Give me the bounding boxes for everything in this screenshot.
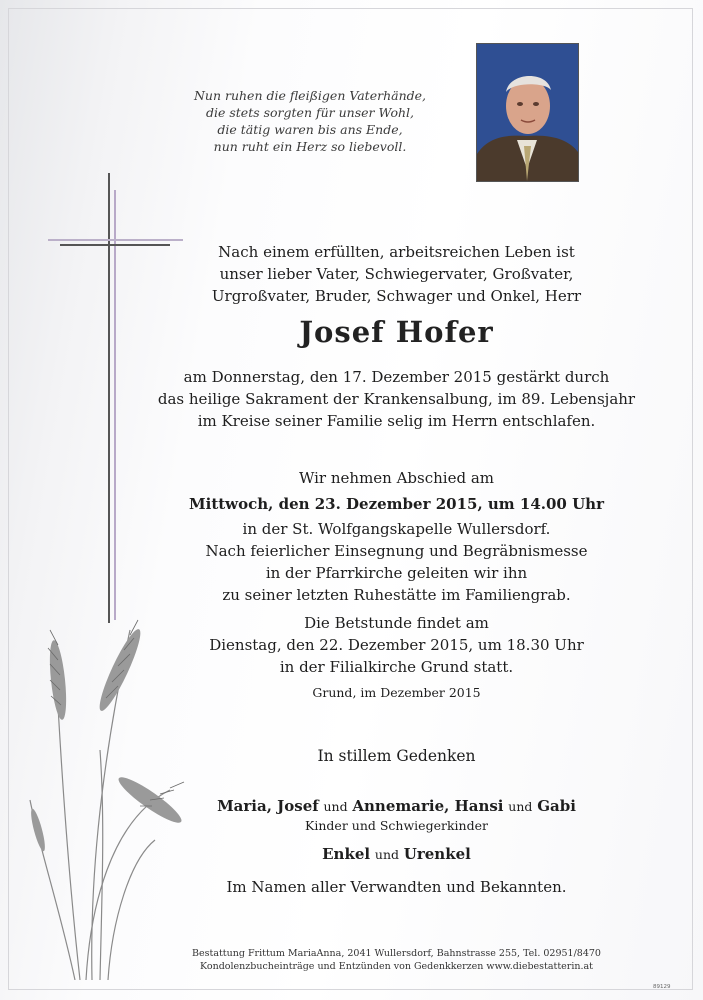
relatives-line: Im Namen aller Verwandten und Bekannten. bbox=[226, 878, 567, 896]
poem bbox=[160, 87, 460, 155]
poem-line: die tätig waren bis ans Ende, bbox=[217, 122, 403, 137]
poem-line: Nun ruhen die fleißigen Vaterhände, bbox=[193, 88, 427, 103]
poem-line: die stets sorgten für unser Wohl, bbox=[205, 105, 414, 120]
funeral-details bbox=[150, 518, 643, 606]
prayer-line: Dienstag, den 22. Dezember 2015, um 18.30 Uhr bbox=[209, 636, 584, 654]
family-name: Urenkel bbox=[403, 845, 471, 863]
footer-line: Bestattung Frittum MariaAnna, 2041 Wullersdorf, Bahnstrasse 255, Tel. 02951/8470 bbox=[192, 948, 601, 959]
funeral-line: Nach feierlicher Einsegnung und Begräbnismesse bbox=[205, 542, 588, 560]
death-notice bbox=[150, 366, 643, 432]
children-label: Kinder und Schwiegerkinder bbox=[305, 818, 488, 833]
family-name: Maria, Josef bbox=[217, 797, 319, 815]
portrait-photo bbox=[476, 43, 579, 182]
death-line: am Donnerstag, den 17. Dezember 2015 gestärkt durch bbox=[183, 368, 610, 386]
intro-text bbox=[150, 241, 643, 307]
funeral-home-footer bbox=[150, 947, 643, 973]
death-line: das heilige Sakrament der Krankensalbung, im 89. Lebensjahr bbox=[157, 390, 636, 408]
poem-line: nun ruht ein Herz so liebevoll. bbox=[213, 139, 407, 154]
funeral-line: in der St. Wolfgangskapelle Wullersdorf. bbox=[242, 520, 551, 538]
children-names bbox=[150, 795, 643, 818]
farewell-intro: Wir nehmen Abschied am bbox=[298, 469, 495, 487]
family-name: Enkel bbox=[322, 845, 371, 863]
intro-line: unser lieber Vater, Schwiegervater, Großvater, bbox=[219, 265, 574, 283]
grandchildren-names bbox=[150, 843, 643, 866]
prayer-line: in der Filialkirche Grund statt. bbox=[279, 658, 514, 676]
family-name: Annemarie, Hansi bbox=[352, 797, 504, 815]
cross-vertical-accent bbox=[114, 190, 116, 620]
deceased-name: Josef Hofer bbox=[299, 315, 494, 349]
prayer-service bbox=[150, 612, 643, 678]
family-and: und bbox=[508, 799, 533, 814]
place-date: Grund, im Dezember 2015 bbox=[312, 685, 481, 700]
intro-line: Urgroßvater, Bruder, Schwager und Onkel, Herr bbox=[211, 287, 582, 305]
death-line: im Kreise seiner Familie selig im Herrn entschlafen. bbox=[197, 412, 596, 430]
print-code: 89129 bbox=[653, 984, 671, 990]
in-memory-heading: In stillem Gedenken bbox=[317, 747, 476, 765]
prayer-line: Die Betstunde findet am bbox=[304, 614, 489, 632]
funeral-line: zu seiner letzten Ruhestätte im Familiengrab. bbox=[222, 586, 571, 604]
intro-line: Nach einem erfüllten, arbeitsreichen Leben ist bbox=[218, 243, 575, 261]
family-and: und bbox=[323, 799, 348, 814]
footer-line: Kondolenzbucheinträge und Entzünden von Gedenkkerzen www.diebestatterin.at bbox=[200, 961, 593, 972]
portrait-image bbox=[477, 44, 578, 181]
funeral-date: Mittwoch, den 23. Dezember 2015, um 14.00 Uhr bbox=[189, 495, 604, 513]
funeral-line: in der Pfarrkirche geleiten wir ihn bbox=[265, 564, 528, 582]
family-name: Gabi bbox=[537, 797, 576, 815]
family-and: und bbox=[374, 847, 399, 862]
